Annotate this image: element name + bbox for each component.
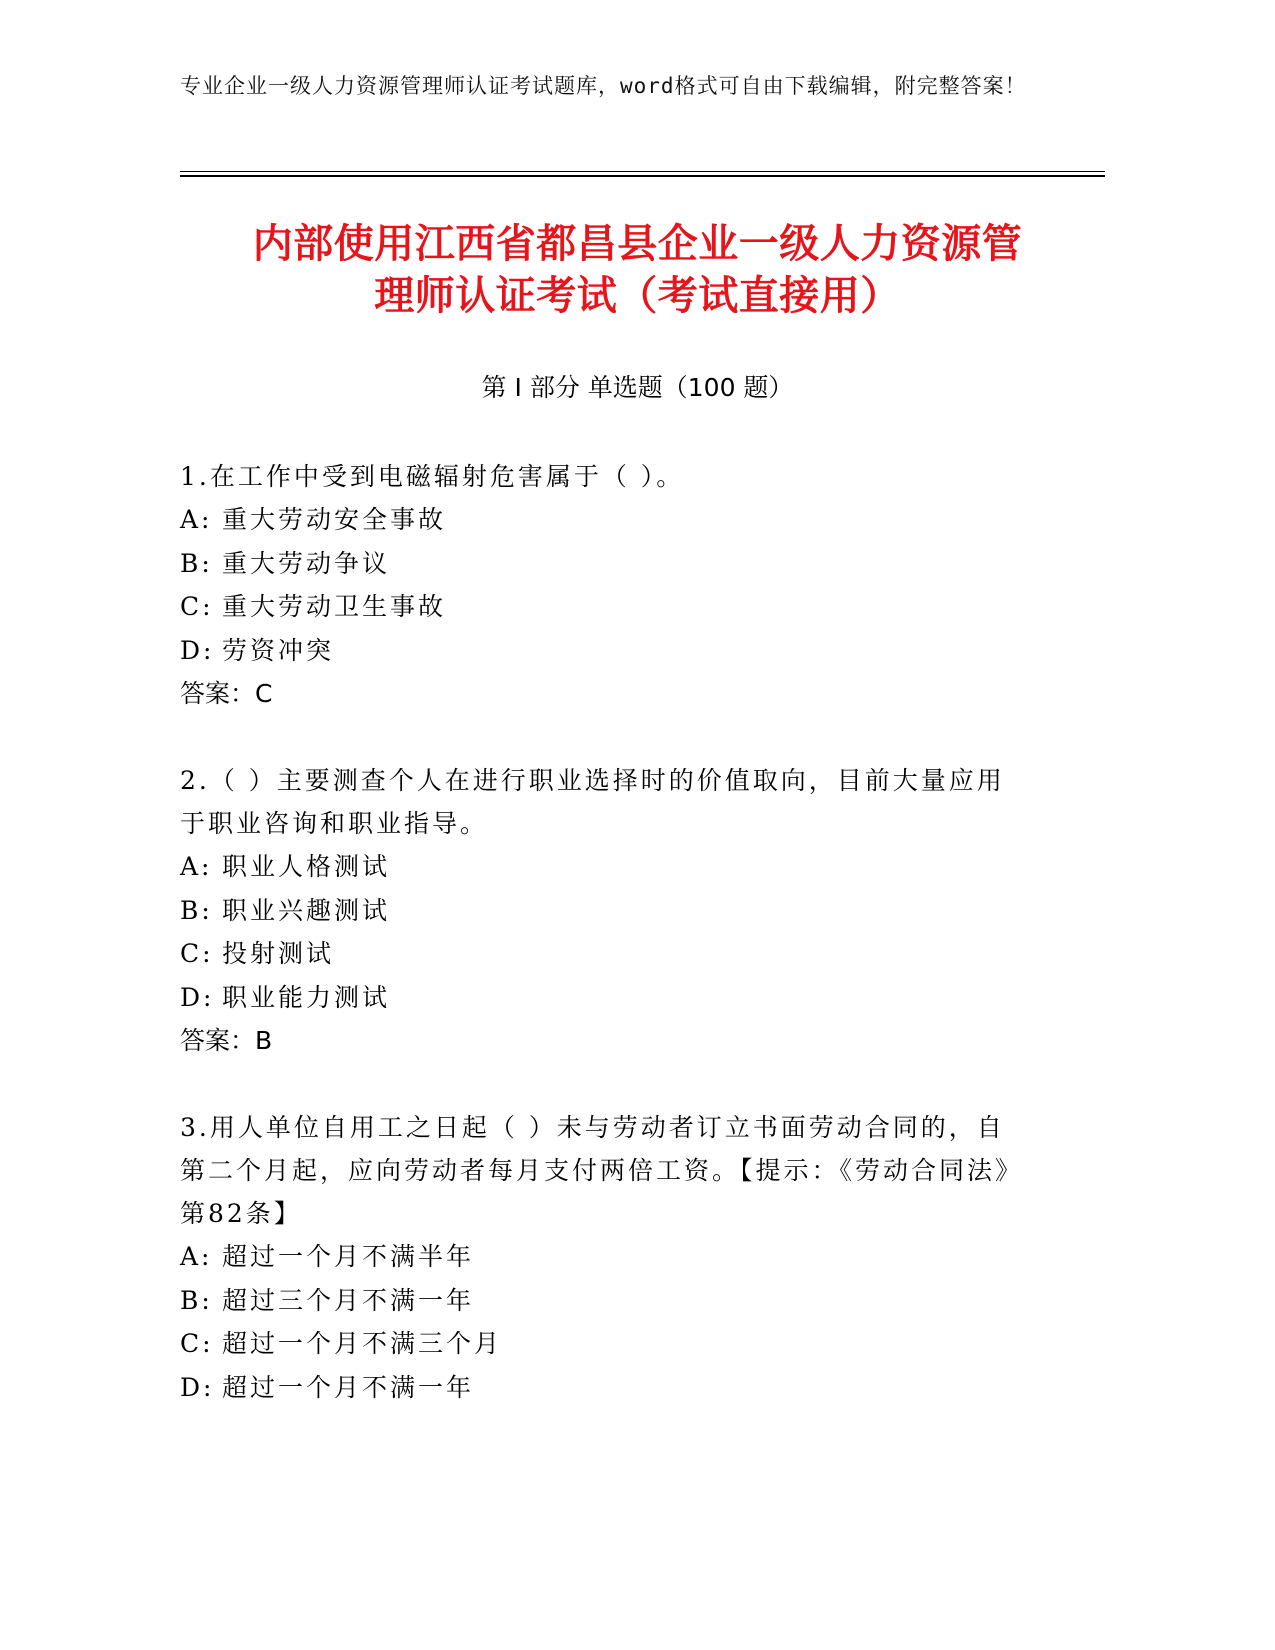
option-letter: D:	[180, 1372, 215, 1402]
document-title	[150, 218, 1125, 322]
option-c	[180, 585, 1030, 629]
option-b	[180, 889, 1030, 933]
question-3	[180, 1106, 1030, 1409]
option-a	[180, 1235, 1030, 1279]
option-text: 职业人格测试	[222, 852, 391, 881]
option-text: 超过一个月不满一年	[222, 1372, 475, 1402]
option-d	[180, 976, 1030, 1020]
document-title-line-1: 内部使用江西省都昌县企业一级人力资源管	[252, 221, 1023, 267]
option-b	[180, 1279, 1030, 1323]
option-text: 重大劳动安全事故	[222, 505, 447, 534]
answer-line: 答案：B	[180, 1026, 273, 1055]
option-d	[180, 629, 1030, 673]
option-a	[180, 498, 1030, 542]
option-letter: B:	[180, 895, 213, 925]
option-letter: D:	[180, 982, 215, 1012]
option-text: 超过三个月不满一年	[222, 1285, 475, 1315]
option-letter: A:	[180, 1242, 213, 1271]
option-c	[180, 1322, 1030, 1366]
question-stem: 2.（ ）主要测查个人在进行职业选择时的价值取向，目前大量应用于职业咨询和职业指导。	[180, 766, 1005, 838]
question-2	[180, 759, 1030, 1063]
option-d	[180, 1366, 1030, 1410]
option-letter: D:	[180, 635, 215, 665]
header-divider-thin	[180, 171, 1105, 172]
option-letter: A:	[180, 852, 213, 881]
option-text: 超过一个月不满半年	[222, 1242, 475, 1271]
document-title-line-2: 理师认证考试（考试直接用）	[374, 273, 901, 319]
option-text: 劳资冲突	[222, 635, 335, 665]
answer-line: 答案：C	[180, 679, 273, 708]
option-text: 投射测试	[222, 939, 335, 968]
option-text: 重大劳动卫生事故	[222, 592, 447, 621]
question-spacer	[180, 1063, 1030, 1106]
question-1	[180, 455, 1030, 716]
option-text: 职业能力测试	[222, 982, 391, 1012]
option-letter: B:	[180, 548, 213, 578]
question-list	[180, 455, 1030, 1409]
question-stem: 1.在工作中受到电磁辐射危害属于（ ）。	[180, 462, 685, 491]
option-letter: C:	[180, 592, 214, 621]
option-b	[180, 542, 1030, 586]
header-note: 专业企业一级人力资源管理师认证考试题库，word格式可自由下载编辑，附完整答案！	[180, 74, 1027, 98]
option-letter: A:	[180, 505, 213, 534]
option-a	[180, 845, 1030, 889]
option-letter: B:	[180, 1285, 213, 1315]
option-letter: C:	[180, 939, 214, 968]
option-text: 职业兴趣测试	[222, 895, 391, 925]
option-letter: C:	[180, 1329, 214, 1358]
question-spacer	[180, 716, 1030, 759]
header-divider-thick	[180, 175, 1105, 177]
option-c	[180, 932, 1030, 976]
option-text: 重大劳动争议	[222, 548, 391, 578]
question-stem: 3.用人单位自用工之日起（ ）未与劳动者订立书面劳动合同的，自第二个月起，应向劳动者每月支付两倍工资。【提示：《劳动合同法》第82条】	[180, 1113, 1024, 1228]
section-heading: 第 I 部分 单选题（100 题）	[481, 373, 794, 402]
option-text: 超过一个月不满三个月	[222, 1329, 503, 1358]
